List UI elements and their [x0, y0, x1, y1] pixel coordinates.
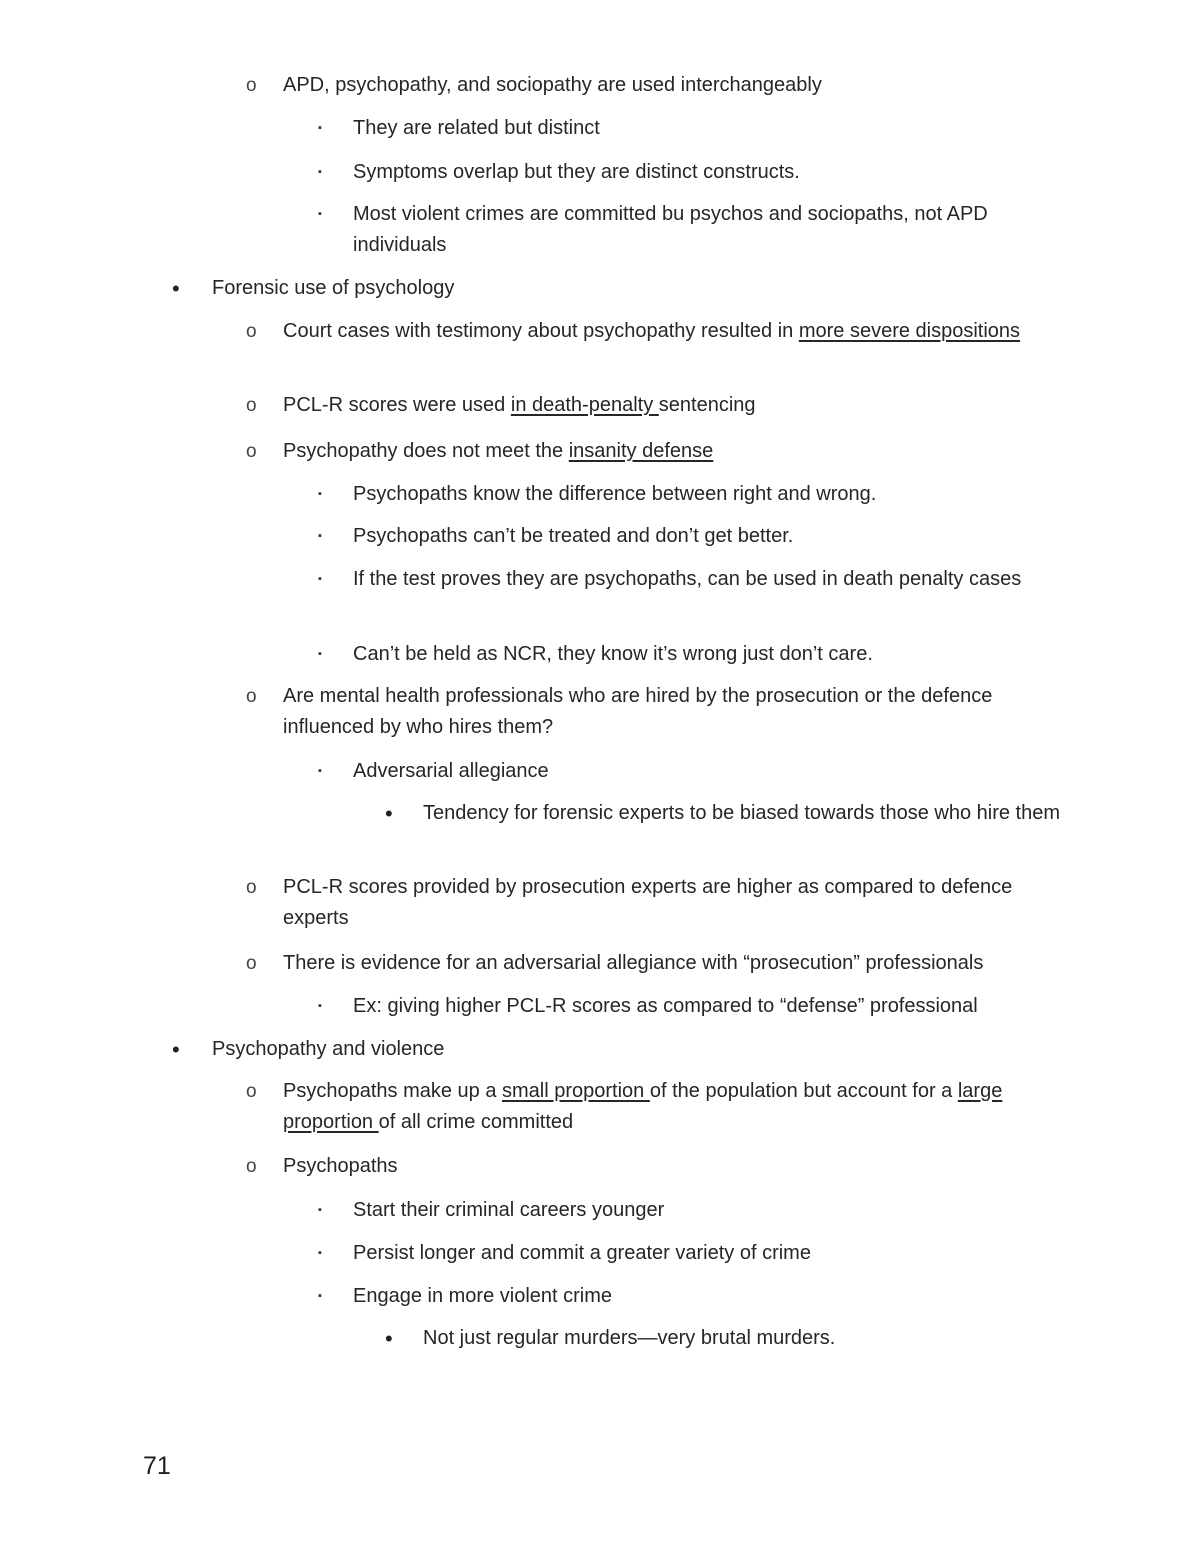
- list-marker-level-3: ▪: [318, 1204, 322, 1216]
- list-item-level-4: Tendency for forensic experts to be biased towards those who hire them: [423, 802, 1061, 824]
- list-item-level-3: Ex: giving higher PCL-R scores as compared to “defense” professional: [353, 995, 978, 1017]
- list-marker-level-2: o: [246, 877, 257, 898]
- list-marker-level-4: •: [385, 1326, 393, 1351]
- underlined-term: small proportion: [502, 1080, 650, 1102]
- list-marker-level-3: ▪: [318, 208, 322, 220]
- list-marker-level-2: o: [246, 75, 257, 96]
- list-marker-level-3: ▪: [318, 765, 322, 777]
- text-segment: of all crime committed: [378, 1111, 574, 1133]
- list-marker-level-3: ▪: [318, 573, 322, 585]
- list-item-level-3: They are related but distinct: [353, 117, 600, 139]
- list-item-level-2: [283, 436, 1073, 467]
- list-marker-level-2: o: [246, 321, 257, 342]
- list-item-level-3: Psychopaths can’t be treated and don’t get better.: [353, 525, 794, 547]
- underlined-term: large proportion: [283, 1080, 1003, 1133]
- list-marker-level-3: ▪: [318, 648, 322, 660]
- list-marker-level-3: ▪: [318, 488, 322, 500]
- text-segment: of the population but account for a: [649, 1080, 958, 1102]
- list-marker-level-3: ▪: [318, 166, 322, 178]
- list-item-level-3: Persist longer and commit a greater variety of crime: [353, 1242, 811, 1264]
- list-item-level-2: [283, 316, 1073, 347]
- underlined-term: insanity defense: [568, 440, 714, 462]
- list-item-level-3: Adversarial allegiance: [353, 760, 549, 782]
- text-segment: Court cases with testimony about psychopathy resulted in: [283, 320, 799, 342]
- text-segment: PCL-R scores were used: [283, 394, 511, 416]
- list-item-level-2: Are mental health professionals who are hired by the prosecution or the defence influenced by who hires them?: [283, 685, 993, 738]
- list-marker-level-2: o: [246, 1156, 257, 1177]
- list-item-level-2: There is evidence for an adversarial allegiance with “prosecution” professionals: [283, 952, 984, 974]
- list-marker-level-1: •: [172, 1037, 180, 1062]
- list-marker-level-3: ▪: [318, 1247, 322, 1259]
- list-item-level-2: [283, 390, 1073, 421]
- list-item-level-3: Symptoms overlap but they are distinct constructs.: [353, 161, 800, 183]
- list-item-level-3: Most violent crimes are committed bu psychos and sociopaths, not APD individuals: [353, 203, 988, 256]
- list-item-level-2: APD, psychopathy, and sociopathy are used interchangeably: [283, 74, 822, 96]
- list-marker-level-2: o: [246, 1081, 257, 1102]
- text-segment: Psychopaths make up a: [283, 1080, 503, 1102]
- list-marker-level-2: o: [246, 686, 257, 707]
- list-marker-level-4: •: [385, 801, 393, 826]
- list-marker-level-3: ▪: [318, 530, 322, 542]
- list-item-level-1: Forensic use of psychology: [212, 277, 455, 299]
- list-item-level-3: Psychopaths know the difference between right and wrong.: [353, 483, 877, 505]
- list-marker-level-3: ▪: [318, 122, 322, 134]
- list-item-level-3: Can’t be held as NCR, they know it’s wrong just don’t care.: [353, 643, 873, 665]
- list-marker-level-3: ▪: [318, 1290, 322, 1302]
- list-item-level-2: [283, 1076, 1073, 1138]
- page-number: 71: [143, 1452, 171, 1480]
- list-item-level-2: PCL-R scores provided by prosecution experts are higher as compared to defence experts: [283, 876, 1013, 929]
- text-segment: Psychopathy does not meet the: [283, 440, 569, 462]
- list-marker-level-2: o: [246, 395, 257, 416]
- underlined-term: in death-penalty: [510, 394, 659, 416]
- list-item-level-3: Start their criminal careers younger: [353, 1199, 665, 1221]
- list-item-level-2: Psychopaths: [283, 1155, 398, 1177]
- list-item-level-4: Not just regular murders—very brutal murders.: [423, 1327, 836, 1349]
- list-item-level-1: Psychopathy and violence: [212, 1038, 445, 1060]
- text-segment: sentencing: [658, 394, 756, 416]
- list-item-level-3: If the test proves they are psychopaths, can be used in death penalty cases: [353, 568, 1022, 590]
- list-item-level-3: Engage in more violent crime: [353, 1285, 613, 1307]
- list-marker-level-1: •: [172, 276, 180, 301]
- list-marker-level-2: o: [246, 953, 257, 974]
- list-marker-level-3: ▪: [318, 1000, 322, 1012]
- underlined-term: more severe dispositions: [798, 320, 1021, 342]
- list-marker-level-2: o: [246, 441, 257, 462]
